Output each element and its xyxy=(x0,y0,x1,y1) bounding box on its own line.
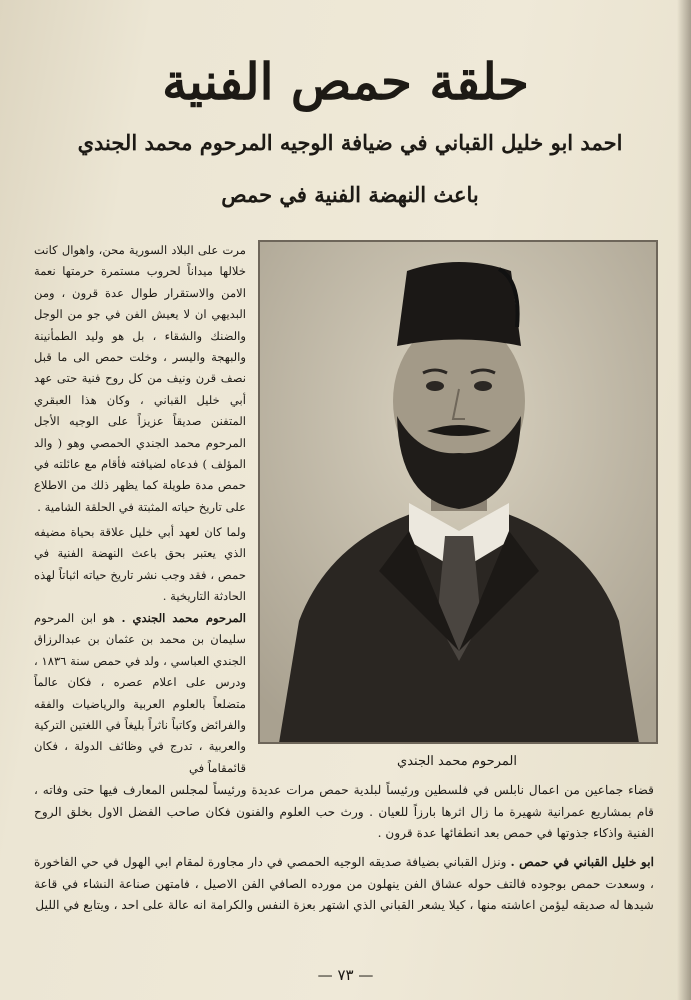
subtitle-renaissance: باعث النهضة الفنية في حمص xyxy=(221,182,479,207)
subtitle-host: احمد ابو خليل القباني في ضيافة الوجيه المرحوم محمد الجندي xyxy=(77,130,623,155)
portrait-illustration xyxy=(259,241,657,743)
biography-body xyxy=(34,608,246,779)
page-edge-shadow xyxy=(677,0,691,1000)
portrait-photo xyxy=(258,240,658,744)
biography-continued-text: قضاء جماعين من اعمال نابلس في فلسطين ورئيساً لبلدية حمص مرات عديدة ورئيساً لمجلس المعارف فيها حتى وفاته ، قام بمشاريع عمرانية شهيرة ما زال اثرها بارزاً للعيان . ورث حب العلوم والفنون فكان صاحب الفضل الاول بخلق الروح الفنية واذكاء جذوتها في حمص بعد انطفائها عدة قرون . xyxy=(34,783,654,840)
intro-paragraph xyxy=(34,240,246,518)
relation-text: ولما كان لعهد أبي خليل علاقة بحياة مضيفه الذي يعتبر بحق باعث النهضة الفنية في حمص ، فقد وجب نشر تاريخ حياته اثباتاً لهذه الحادثة التاريخية . xyxy=(34,525,246,604)
qabbani-body xyxy=(34,852,654,917)
biography-continued xyxy=(34,780,654,845)
relation-paragraph xyxy=(34,522,246,608)
qabbani-text: ونزل القباني بضيافة صديقه الوجيه الحمصي في دار مجاورة لمقام ابي الهول في حي الفاخورة ، وسعدت حمص بوجوده فالتف حوله عشاق الفن ينهلون من مورده الصافي الفن الاصيل ، فامتهن صناعة النشاء في قاعة شيدها له صديقه ليؤمن اعاشته منها ، كيلا يشعر القباني الذي اشتهر بعزة النفس والكرامة انه عالة على احد ، ويتابع في الليل xyxy=(34,855,654,912)
biography-paragraph xyxy=(34,608,246,779)
qabbani-heading: ابو خليل القباني في حمص . xyxy=(510,855,655,869)
biography-text: هو ابن المرحوم سليمان بن محمد بن عثمان بن عبدالرزاق الجندي العباسي ، ولد في حمص سنة ١٨٣٦ ، ودرس على اعلام عصره ، فكان عالماً متضلعاً بالعلوم العربية والرياضيات والفقه والفرائض وكاتباً ناثراً بليغاً في اللغتين التركية والعربية ، تدرج في وظائف الدولة ، فكان قائمقاماً في xyxy=(34,611,246,775)
biography-heading: المرحوم محمد الجندي . xyxy=(121,611,247,625)
qabbani-section xyxy=(34,852,654,917)
page-number: — ٧٣ — xyxy=(317,966,374,984)
page-title: حلقة حمص الفنية xyxy=(162,52,529,111)
intro-text: مرت على البلاد السورية محن، واهوال كانت خلالها ميداناً لحروب مستمرة حرمتها نعمة الامن والاستقرار طوال عدة قرون ، ومن البديهي ان لا يعيش الفن في جو من الوجل والضنك والشقاء ، بل هو وليد الطمأنينة والبهجة واليسر ، وخلت حمص الى ما قبل نصف قرن ونيف من كل روح فنية حتى عهد أبي خليل القباني ، وكان هذا العبقري المتفنن صديقاً عزيزاً على الوجيه الأجل المرحوم محمد الجندي الحمصي وهو ( والد المؤلف ) فدعاه لضيافته فأقام مع عائلته في حمص مدة طويلة كما يظهر ذلك من الاطلاع على تاريخ حياته المثبتة في الحلقة الشامية . xyxy=(34,243,246,514)
photo-caption: المرحوم محمد الجندي xyxy=(397,754,517,769)
